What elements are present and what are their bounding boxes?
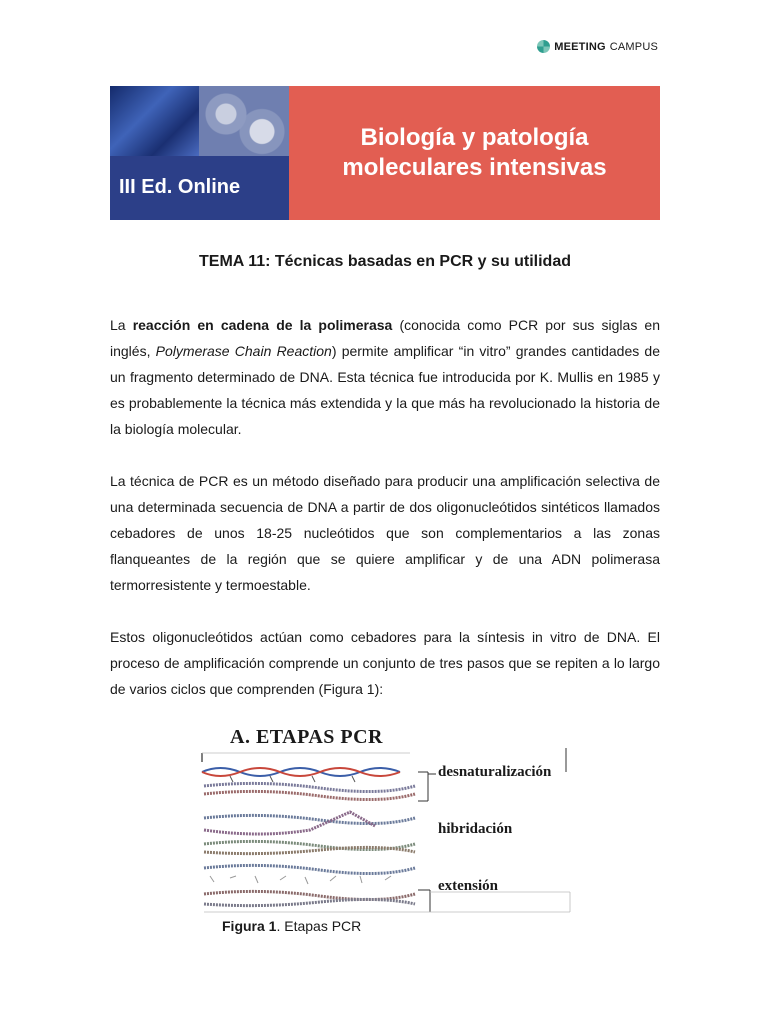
course-title-line1: Biología y patología <box>360 124 589 151</box>
figure-caption-text: . Etapas PCR <box>276 918 362 934</box>
paragraph-2: La técnica de PCR es un método diseñado para producir una amplificación selectiva de una determinada secuencia de DNA a partir de dos oligonucleótidos sintéticos llamados cebadores de unos 18-25 nucleótidos que son complementarios a las zonas flanqueantes de la región que se quiere amplificar y de una ADN polimerasa termorresistente y termoestable. <box>110 473 660 593</box>
paragraph-1-text-a: La <box>110 317 133 333</box>
course-title-line2: moleculares intensivas <box>342 154 607 181</box>
figure-caption <box>222 918 361 934</box>
paragraph-1-italic-term: Polymerase Chain Reaction <box>155 343 332 359</box>
logo-text-bold: MEETING <box>554 40 606 53</box>
banner-image-panel <box>110 86 289 220</box>
paragraph-1-text-b: (conocida como PCR por sus siglas en inglés, <box>110 317 661 359</box>
logo-text-rest: CAMPUS <box>609 40 658 53</box>
course-title-panel <box>289 86 660 220</box>
paragraph-1 <box>110 312 660 442</box>
course-banner <box>110 86 660 220</box>
pcr-figure <box>200 726 585 916</box>
tema-title: TEMA 11: Técnicas basadas en PCR y su utilidad <box>199 253 571 270</box>
paragraph-3: Estos oligonucleótidos actúan como cebadores para la síntesis in vitro de DNA. El proceso de amplificación comprende un conjunto de tres pasos que se repiten a lo largo de varios ciclos que comprenden (Figura 1): <box>110 629 660 697</box>
meetingcampus-logo <box>537 40 658 53</box>
figure-title: A. ETAPAS PCR <box>230 726 383 748</box>
stage-label-extension: extensión <box>438 878 498 894</box>
paragraph-1-text-c: ) permite amplificar “in vitro” grandes cantidades de un fragmento determinado de DNA. Esta técnica fue introducida por K. Mullis en 1985 y es probablemente la técnica más extendida y la que más ha revolucionado la historia de la biología molecular. <box>110 343 661 437</box>
meetingcampus-logo-icon <box>537 40 550 53</box>
stage-label-annealing: hibridación <box>438 821 513 837</box>
pcr-stages-diagram <box>200 726 585 916</box>
edition-label: III Ed. Online <box>119 176 241 198</box>
cells-image <box>199 86 289 156</box>
paragraph-1-bold-term: reacción en cadena de la polimerasa <box>132 317 393 333</box>
dna-helix-image <box>110 86 199 156</box>
figure-caption-label: Figura 1 <box>222 918 277 934</box>
stage-label-denaturation: desnaturalización <box>438 764 552 780</box>
